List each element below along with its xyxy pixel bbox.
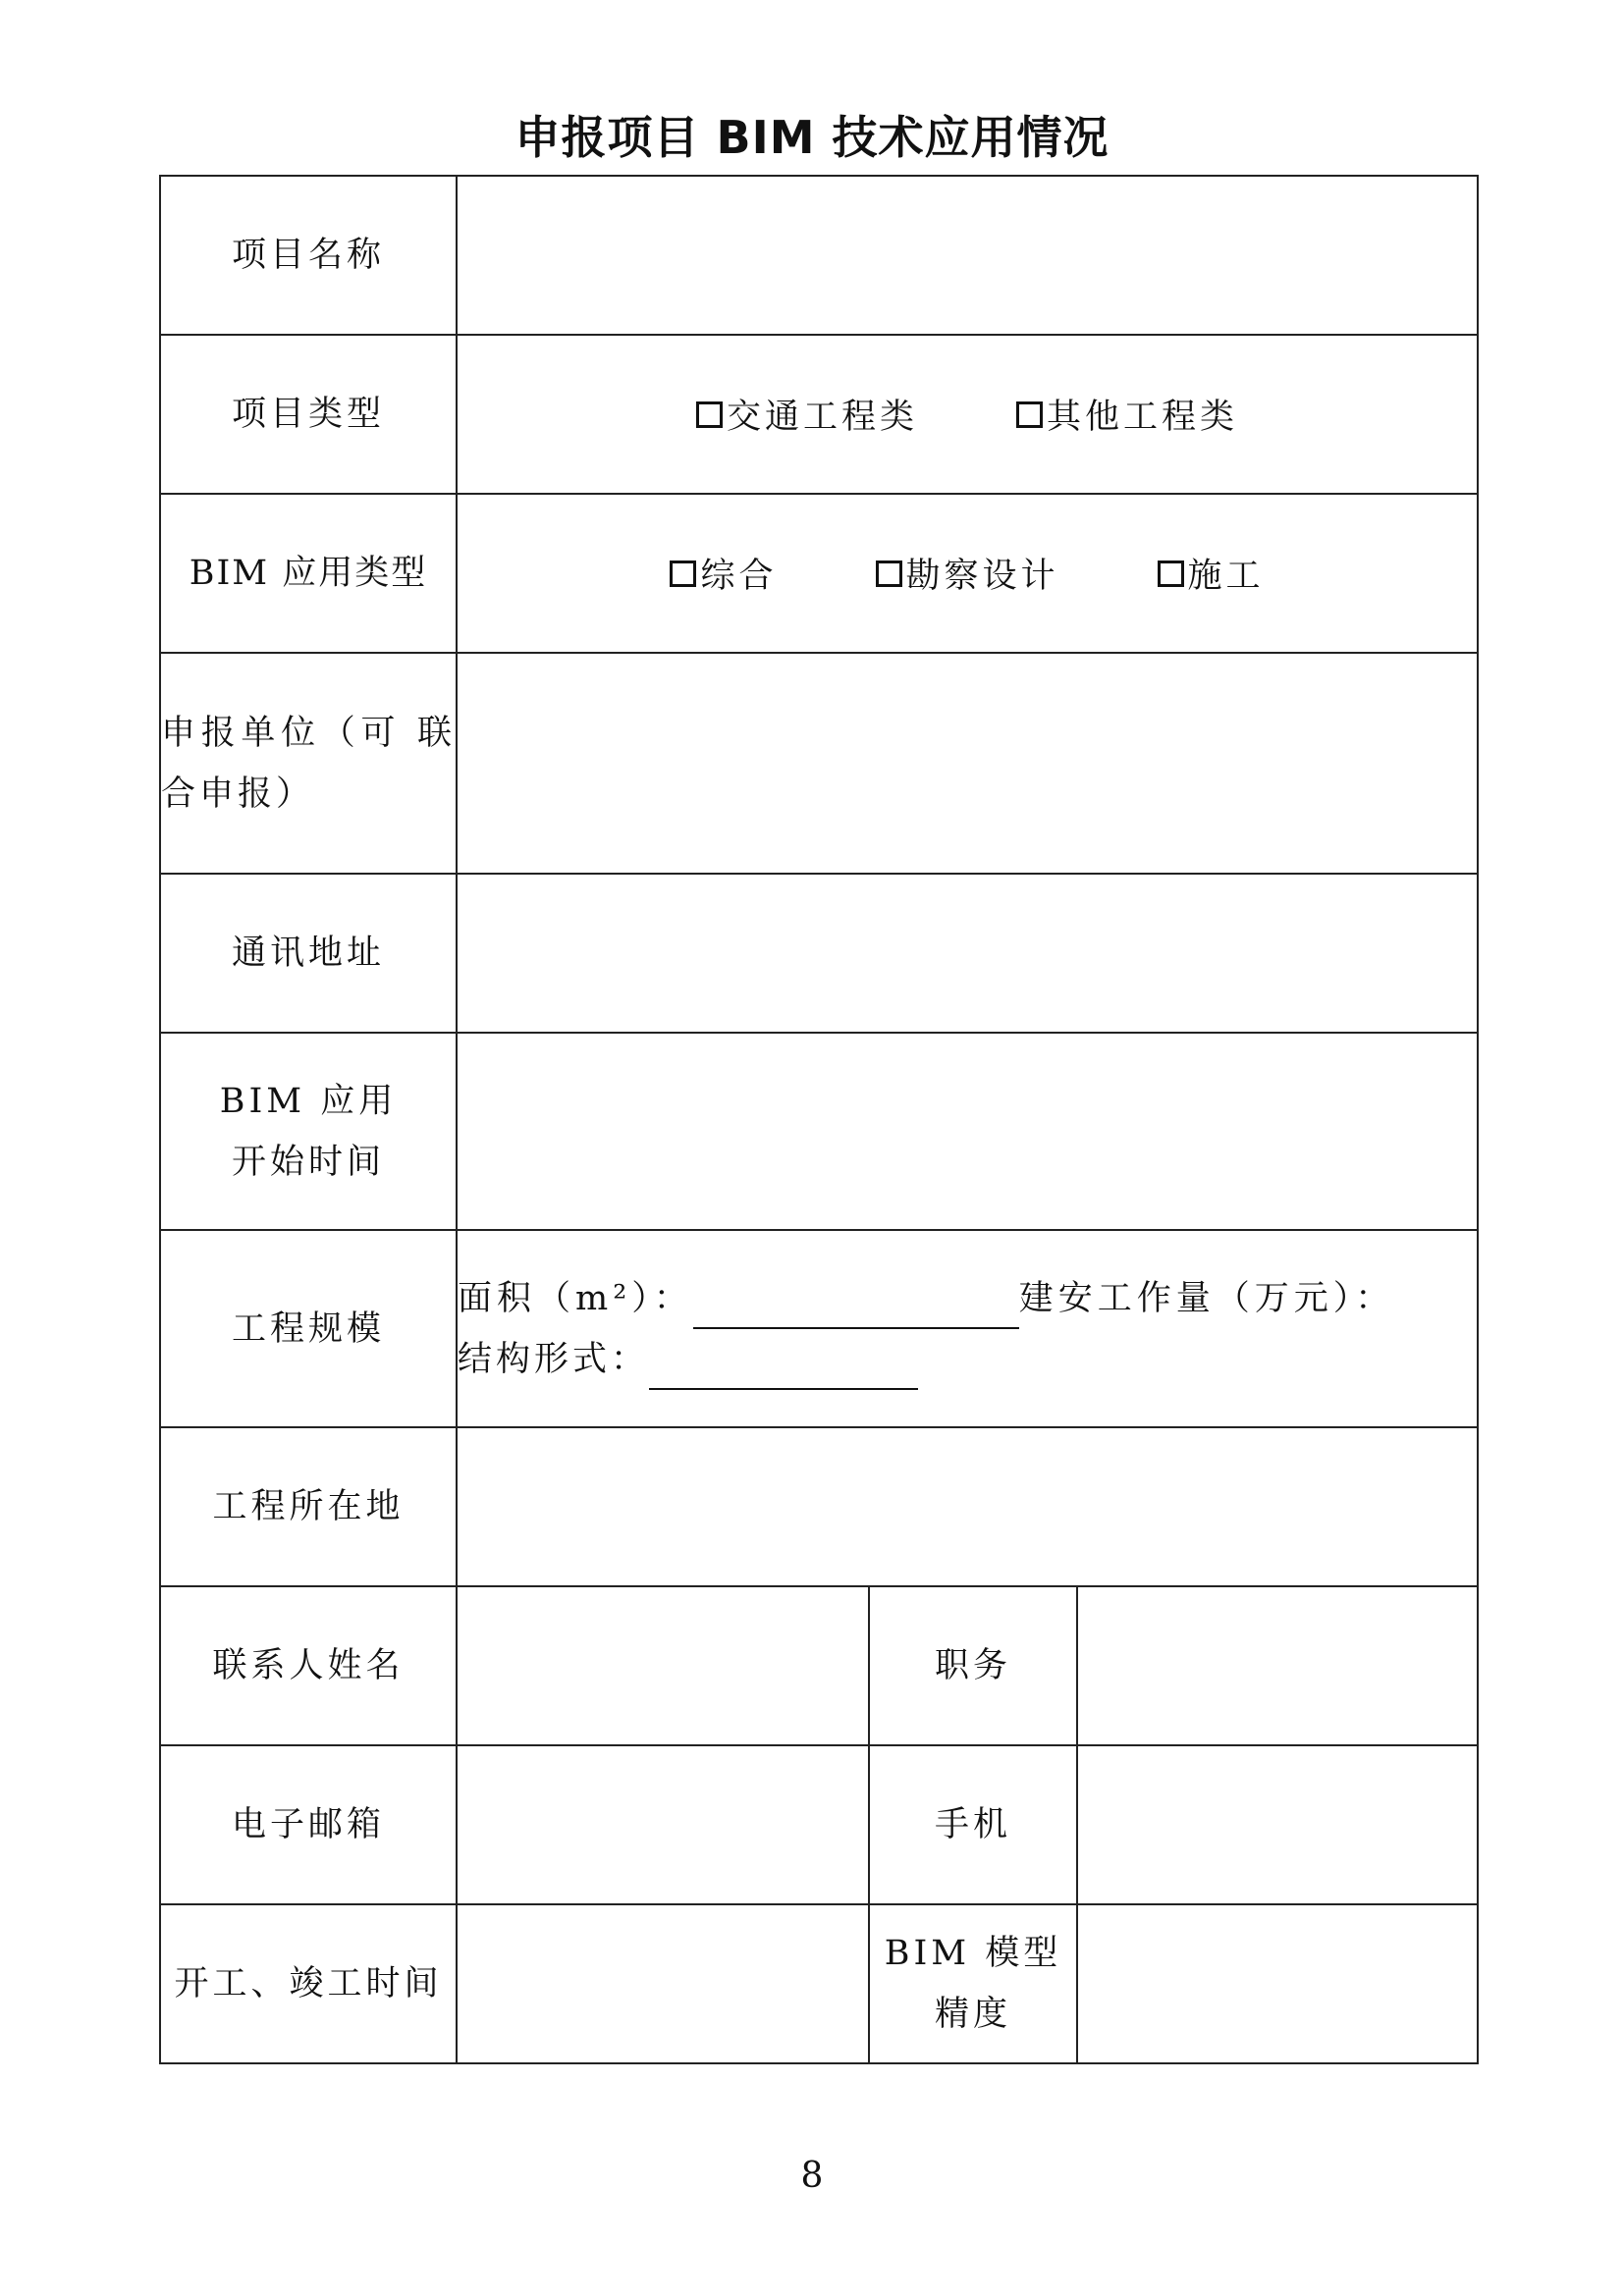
email-field[interactable] <box>457 1745 869 1904</box>
workload-label: 建安工作量（万元）： <box>1018 1278 1395 1318</box>
option-transport[interactable] <box>696 390 918 439</box>
row-dates <box>160 1904 1478 2063</box>
option-construction-label: 施工 <box>1187 557 1265 596</box>
row-bim-start <box>160 1033 1478 1230</box>
dates-field[interactable] <box>457 1904 869 2063</box>
project-type-options <box>457 335 1478 494</box>
option-transport-label: 交通工程类 <box>727 398 919 437</box>
position-field[interactable] <box>1077 1586 1478 1745</box>
option-survey-design[interactable] <box>876 549 1059 598</box>
area-input[interactable] <box>693 1292 1019 1329</box>
row-project-name <box>160 176 1478 335</box>
page-title: 申报项目 BIM 技术应用情况 <box>514 111 1110 164</box>
label-model-precision-line2: 精度 <box>934 1995 1011 2034</box>
bim-start-field[interactable] <box>457 1033 1478 1230</box>
option-comprehensive[interactable] <box>670 549 777 598</box>
label-model-precision <box>869 1904 1077 2063</box>
row-email <box>160 1745 1478 1904</box>
row-address <box>160 874 1478 1033</box>
checkbox-icon[interactable] <box>1158 561 1184 587</box>
option-comprehensive-label: 综合 <box>700 557 778 596</box>
scale-fields <box>457 1230 1478 1427</box>
option-other[interactable] <box>1016 390 1238 439</box>
label-contact-name: 联系人姓名 <box>160 1586 457 1745</box>
row-applicant <box>160 653 1478 874</box>
bim-type-options <box>457 494 1478 653</box>
label-bim-type: BIM 应用类型 <box>160 494 457 653</box>
label-mobile: 手机 <box>869 1745 1077 1904</box>
checkbox-icon[interactable] <box>696 401 723 428</box>
mobile-field[interactable] <box>1077 1745 1478 1904</box>
structure-input[interactable] <box>649 1353 918 1390</box>
application-form-table <box>159 175 1479 2064</box>
label-applicant: 申报单位（可 联合申报） <box>160 653 457 874</box>
label-project-name: 项目名称 <box>160 176 457 335</box>
structure-label: 结构形式： <box>458 1339 650 1379</box>
label-dates: 开工、竣工时间 <box>160 1904 457 2063</box>
project-name-field[interactable] <box>457 176 1478 335</box>
location-field[interactable] <box>457 1427 1478 1586</box>
row-bim-type <box>160 494 1478 653</box>
area-label: 面积（m²）： <box>458 1278 693 1318</box>
row-scale <box>160 1230 1478 1427</box>
checkbox-icon[interactable] <box>876 561 902 587</box>
checkbox-icon[interactable] <box>670 561 696 587</box>
label-bim-start-line1: BIM 应用 <box>219 1081 398 1121</box>
model-precision-field[interactable] <box>1077 1904 1478 2063</box>
option-construction[interactable] <box>1158 549 1265 598</box>
row-contact <box>160 1586 1478 1745</box>
row-location <box>160 1427 1478 1586</box>
label-project-type: 项目类型 <box>160 335 457 494</box>
label-location: 工程所在地 <box>160 1427 457 1586</box>
checkbox-icon[interactable] <box>1016 401 1043 428</box>
option-other-label: 其他工程类 <box>1047 398 1239 437</box>
page-number: 8 <box>800 2156 824 2196</box>
label-address: 通讯地址 <box>160 874 457 1033</box>
label-bim-start-line2: 开始时间 <box>231 1142 385 1182</box>
label-bim-start <box>160 1033 457 1230</box>
address-field[interactable] <box>457 874 1478 1033</box>
row-project-type <box>160 335 1478 494</box>
option-survey-design-label: 勘察设计 <box>905 557 1059 596</box>
label-email: 电子邮箱 <box>160 1745 457 1904</box>
label-scale: 工程规模 <box>160 1230 457 1427</box>
contact-name-field[interactable] <box>457 1586 869 1745</box>
label-position: 职务 <box>869 1586 1077 1745</box>
applicant-field[interactable] <box>457 653 1478 874</box>
label-model-precision-line1: BIM 模型 <box>884 1934 1062 1973</box>
